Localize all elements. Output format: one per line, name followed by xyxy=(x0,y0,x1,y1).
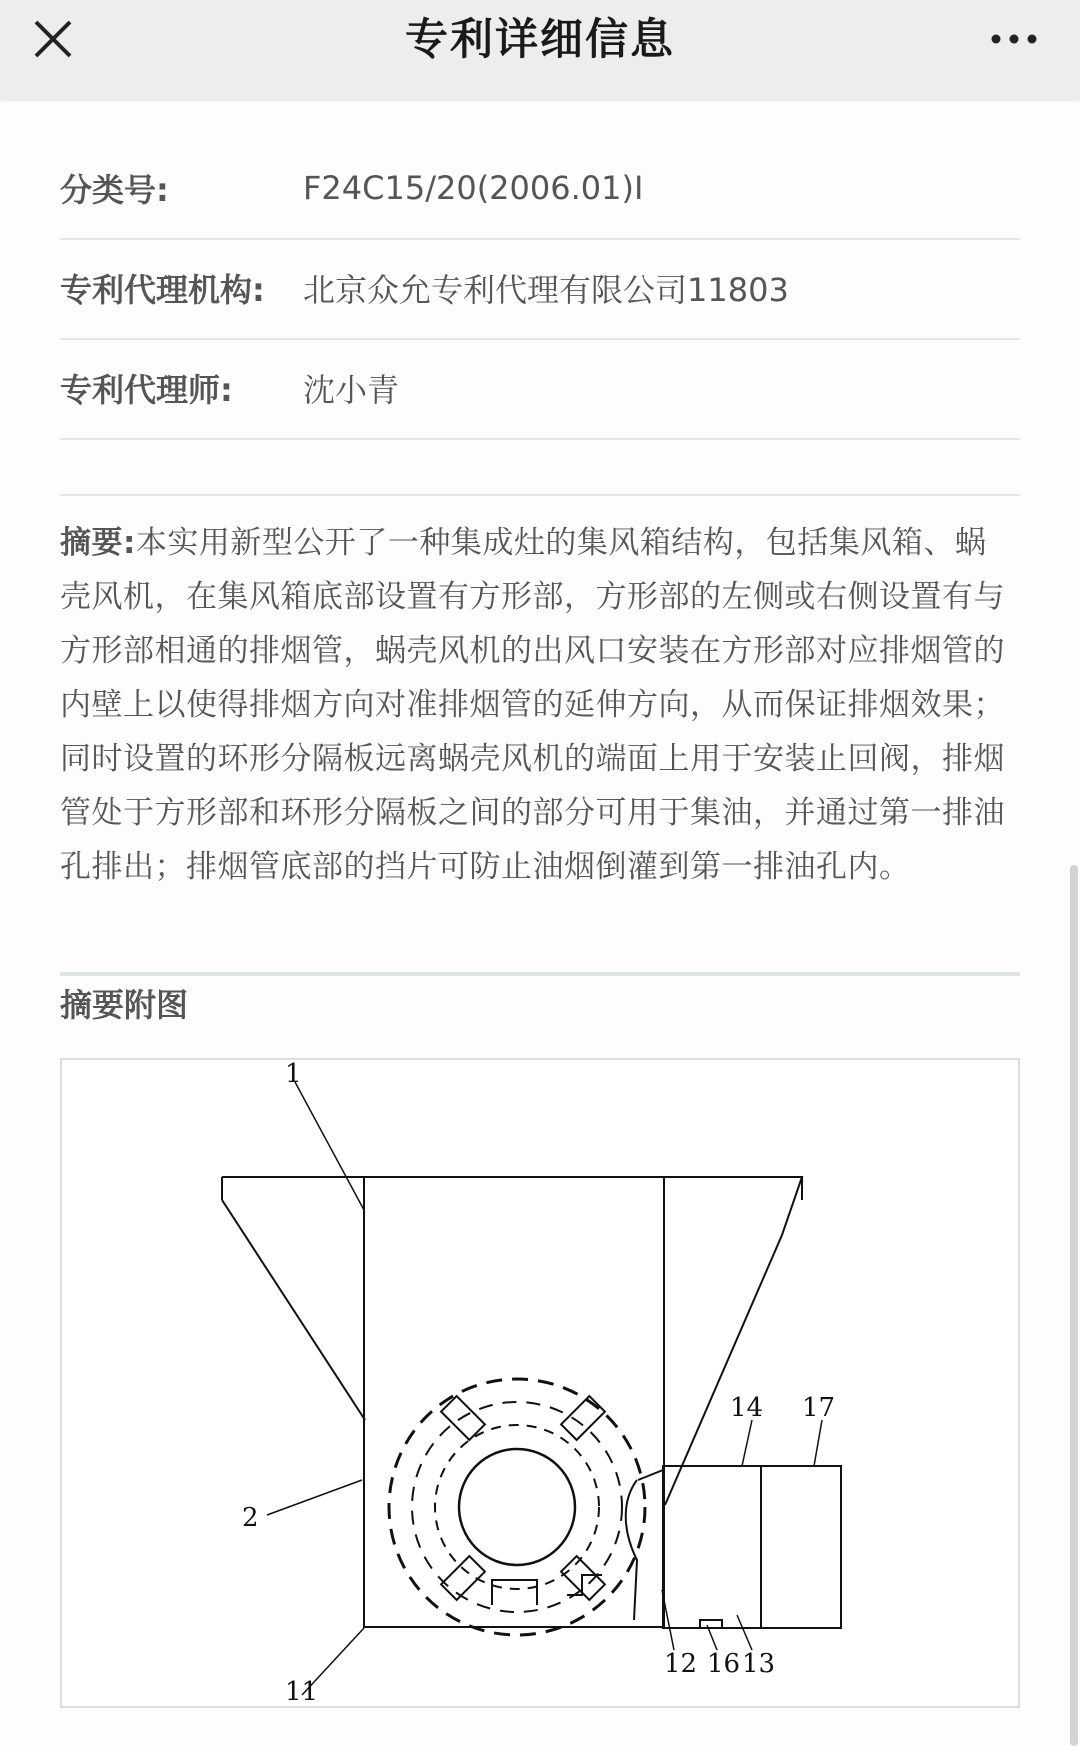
field-row-agency xyxy=(60,238,1020,340)
figure-label-11: 11 xyxy=(285,1677,319,1706)
figure-drawing xyxy=(62,1060,1018,1706)
figure-label-16: 16 xyxy=(707,1649,741,1679)
abstract-label: 摘要: xyxy=(60,525,136,561)
abstract-divider xyxy=(60,972,1020,976)
figure-label-2: 2 xyxy=(242,1503,259,1533)
abstract-body: 本实用新型公开了一种集成灶的集风箱结构，包括集风箱、蜗壳风机，在集风箱底部设置有方形部，方形部的左侧或右侧设置有与方形部相通的排烟管，蜗壳风机的出风口安装在方形部对应排烟管的内壁上以使得排烟方向对准排烟管的延伸方向，从而保证排烟效果；同时设置的环形分隔板远离蜗壳风机的端面上用于安装止回阀，排烟管处于方形部和环形分隔板之间的部分可用于集油，并通过第一排油孔排出；排烟管底部的挡片可防止油烟倒灌到第一排油孔内。 xyxy=(60,525,1005,885)
check-valve-box xyxy=(761,1466,841,1628)
field-row-classification xyxy=(60,138,1020,240)
fan-outer-circle xyxy=(389,1379,645,1635)
field-label: 分类号: xyxy=(60,171,169,209)
exhaust-pipe xyxy=(663,1466,761,1628)
page-title: 专利详细信息 xyxy=(405,15,675,65)
figure-label-13: 13 xyxy=(742,1649,776,1679)
more-icon[interactable] xyxy=(986,24,1046,54)
fan-hub-circle xyxy=(459,1449,575,1565)
field-value: F24C15/20(2006.01)I xyxy=(303,169,644,207)
field-row-agent xyxy=(60,338,1020,440)
top-bar xyxy=(0,0,1080,100)
abstract-text xyxy=(60,516,1010,894)
hood-right-edge xyxy=(222,1177,802,1505)
figure-label-17: 17 xyxy=(802,1393,836,1423)
figure-title: 摘要附图 xyxy=(60,986,189,1024)
section-divider xyxy=(60,494,1020,496)
figure-label-14: 14 xyxy=(730,1393,764,1423)
field-label: 专利代理机构: xyxy=(60,271,265,309)
scrollbar[interactable] xyxy=(1070,865,1078,1746)
abstract-figure[interactable] xyxy=(60,1058,1020,1708)
figure-label-12: 12 xyxy=(664,1649,698,1679)
drain-hole xyxy=(700,1620,722,1628)
field-label: 专利代理师: xyxy=(60,371,233,409)
figure-label-1: 1 xyxy=(285,1060,302,1089)
field-value: 沈小青 xyxy=(303,371,400,409)
field-value: 北京众允专利代理有限公司11803 xyxy=(303,271,789,309)
